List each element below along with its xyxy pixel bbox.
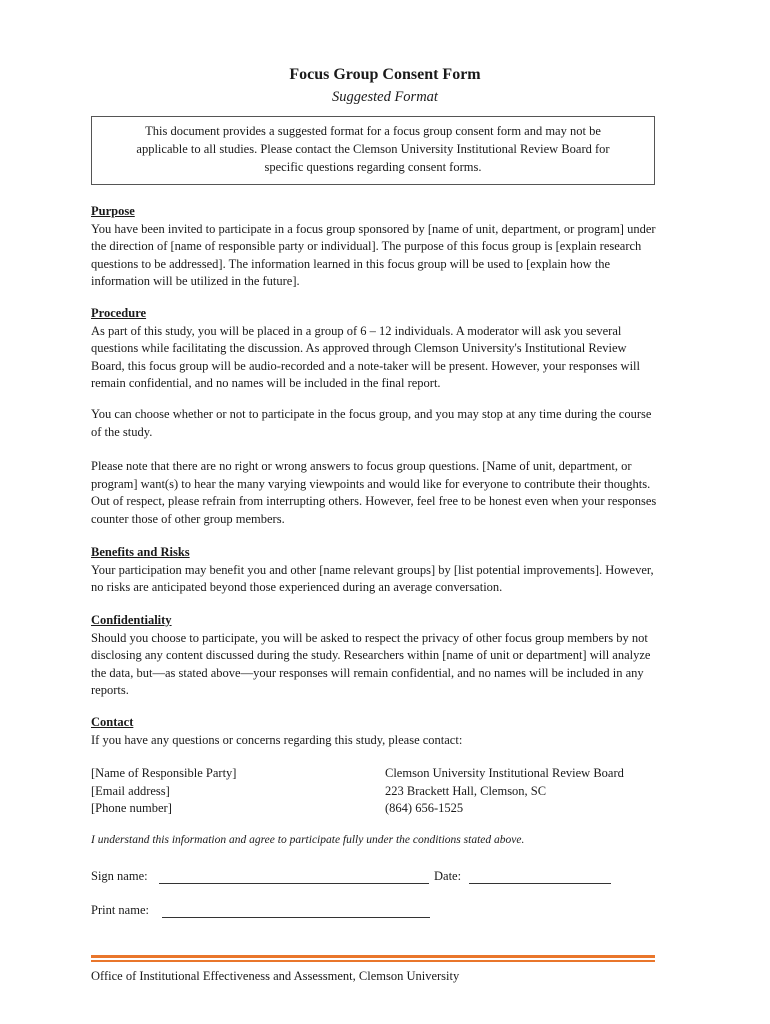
- confidentiality-body: Should you choose to participate, you will be asked to respect the privacy of other focus group members by not disclosing any content discussed during the study. Researchers within [name of unit or department] will analyze the data, but—as stated above—your responses will remain confidential, and no names will be included in any reports.: [91, 630, 651, 697]
- sign-name-line[interactable]: [159, 883, 429, 884]
- purpose-body: You have been invited to participate in a focus group sponsored by [name of unit, department, or program] under the direction of [name of responsible party or individual]. The purpose of this focus group is [explain research questions to be addressed]. The information learned in this focus group will be used to [explain how the information will be utilized in the future].: [91, 221, 656, 288]
- contact-heading: Contact: [91, 715, 134, 729]
- responsible-party-contact: [91, 765, 371, 818]
- page-subtitle: Suggested Format: [332, 89, 438, 105]
- agreement-statement: I understand this information and agree to participate fully under the conditions stated above.: [91, 834, 525, 846]
- contact-section: [91, 714, 661, 749]
- contact-line: Clemson University Institutional Review Board: [385, 766, 624, 780]
- procedure-paragraph: You can choose whether or not to participate in the focus group, and you may stop at any time during the course of the study.: [91, 407, 652, 439]
- print-name-line[interactable]: [162, 917, 430, 918]
- procedure-paragraph: Please note that there are no right or wrong answers to focus group questions. [Name of unit, department, or program] want(s) to hear the many varying viewpoints and would like for everyone to contribute their thoughts. Out of respect, please refrain from interrupting others. However, feel free to be honest even when your responses counter those of other group members.: [91, 459, 657, 526]
- notice-line: This document provides a suggested format for a focus group consent form and may not be: [145, 124, 601, 138]
- footer-rule: [91, 955, 655, 958]
- benefits-section: [91, 544, 661, 597]
- contact-line: 223 Brackett Hall, Clemson, SC: [385, 783, 547, 798]
- contact-intro: If you have any questions or concerns regarding this study, please contact:: [91, 732, 463, 747]
- confidentiality-section: [91, 612, 661, 700]
- benefits-body: Your participation may benefit you and other [name relevant groups] by [list potential improvements]. However, no risks are anticipated beyond those experienced during an average conversation.: [91, 562, 654, 594]
- notice-line: specific questions regarding consent forms.: [264, 160, 482, 174]
- benefits-heading: Benefits and Risks: [91, 545, 190, 559]
- contact-line: [Email address]: [91, 783, 170, 798]
- date-line[interactable]: [469, 883, 611, 884]
- footer-rule: [91, 960, 655, 962]
- procedure-paragraph: As part of this study, you will be placed in a group of 6 – 12 individuals. A moderator will ask you several questions while facilitating the discussion. As approved through Clemson University's Institutional Review Board, this focus group will be audio-recorded and a note-taker will be present. However, your responses will remain confidential, and no names will be included in the final report.: [91, 323, 640, 390]
- irb-contact: [385, 765, 665, 818]
- notice-box: [91, 116, 655, 185]
- confidentiality-heading: Confidentiality: [91, 613, 172, 627]
- date-label: Date:: [434, 869, 462, 883]
- purpose-heading: Purpose: [91, 204, 135, 218]
- contact-line: [Phone number]: [91, 801, 172, 815]
- page-title: Focus Group Consent Form: [289, 66, 481, 83]
- procedure-section-2: [91, 406, 661, 441]
- sign-label: Sign name:: [91, 869, 148, 883]
- procedure-section: [91, 305, 661, 393]
- purpose-section: [91, 203, 661, 291]
- procedure-heading: Procedure: [91, 306, 147, 320]
- notice-line: applicable to all studies. Please contact the Clemson University Institutional Review Board for: [136, 142, 610, 156]
- print-label: Print name:: [91, 903, 149, 917]
- procedure-section-3: [91, 458, 661, 528]
- contact-line: [Name of Responsible Party]: [91, 766, 237, 780]
- footer-text: Office of Institutional Effectiveness and Assessment, Clemson University: [91, 969, 460, 983]
- contact-line: (864) 656-1525: [385, 801, 464, 815]
